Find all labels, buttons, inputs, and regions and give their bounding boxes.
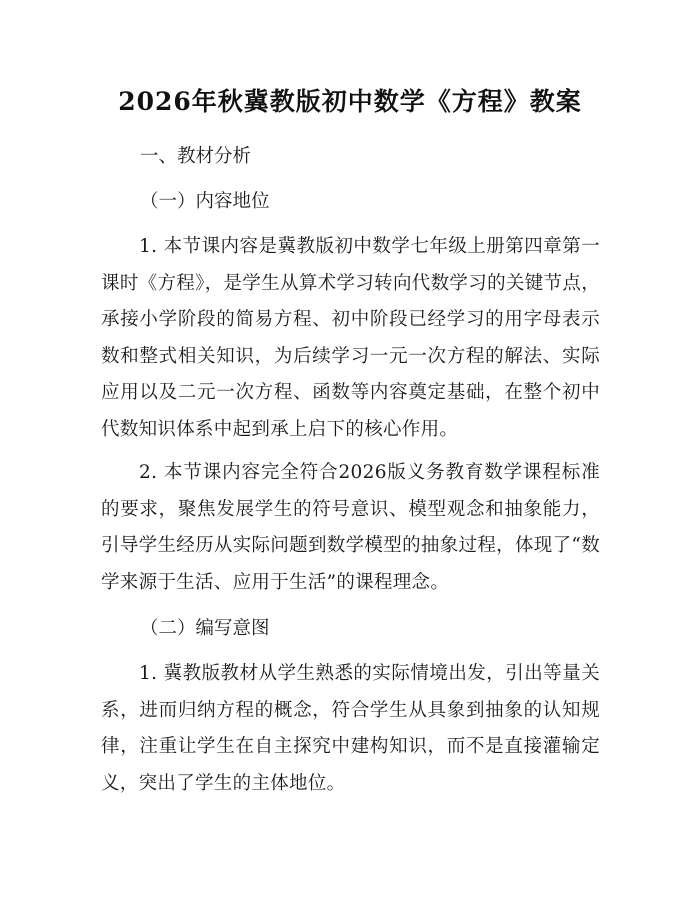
paragraph-content-position-1: 1. 本节课内容是冀教版初中数学七年级上册第四章第一课时《方程》，是学生从算术学习转向代数学习的关键节点，承接小学阶段的简易方程、初中阶段已经学习的用字母表示数和整式相关知识，为后续学习一元一次方程的解法、实际应用以及二元一次方程、函数等内容奠定基础，在整个初中代数知识体系中起到承上启下的核心作用。 (101, 236, 600, 440)
paragraph-writing-intent-1: 1. 冀教版教材从学生熟悉的实际情境出发，引出等量关系，进而归纳方程的概念，符合学生从具象到抽象的认知规律，注重让学生在自主探究中建构知识，而不是直接灌输定义，突出了学生的主体地位。 (101, 663, 600, 794)
section-heading-textbook-analysis: 一、教材分析 (140, 146, 252, 167)
document-title: 2026年秋冀教版初中数学《方程》教案 (118, 87, 582, 116)
subsection-heading-writing-intent: （二）编写意图 (140, 618, 270, 639)
paragraph-content-position-2: 2. 本节课内容完全符合2026版义务教育数学课程标准的要求，聚焦发展学生的符号意识、模型观念和抽象能力，引导学生经历从实际问题到数学模型的抽象过程，体现了“数学来源于生活、应用于生活”的课程理念。 (101, 462, 600, 593)
subsection-heading-content-position: （一）内容地位 (140, 191, 270, 212)
